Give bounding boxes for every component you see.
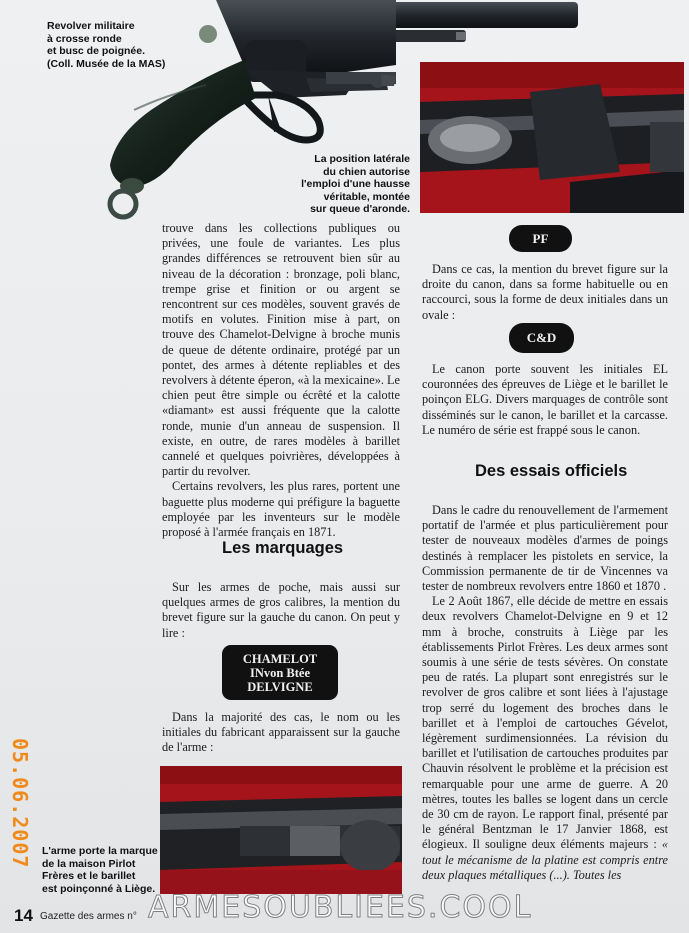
mark-line-2: INvon Btée [249, 665, 311, 680]
caption-revolver: Revolver militaire à crosse ronde et busc de poignée. (Coll. Musée de la MAS) [47, 20, 166, 70]
right-column-text-3 [422, 503, 668, 883]
right-paragraph-4-text: Le 2 Août 1867, elle décide de mettre en essais deux revolvers Chamelot-Delvigne en 9 et 12 mm à broche, construits à Liège par les établissements Pirlot Frères. Les deux armes sont soumis à une série de tests sévères. On constate peu de ratés. La plupart sont enregistrés sur le revolver de gros calibre et sont liées à l'ajustage trop serré du logement des broches dans le barillet et à l'emploi de cartouches Gévelot, légèrement surdimensionnées. La révision du barillet et l'utilisation de cartouches produites par Chauvin résolvent le problème et la précision est remarquable pour une arme de guerre. A 20 mètres, toutes les balles se logent dans un cercle de 30 cm de rayon. Le rapport final, présenté par le général Bentzman le 17 Janvier 1868, est élogieux. Il souligne deux éléments majeurs : [422, 594, 668, 852]
mark-line-1: CHAMELOT [242, 651, 318, 666]
right-paragraph-1: Dans ce cas, la mention du brevet figure sur la droite du canon, dans sa forme habituelle ou en raccourci, sous la forme de deux initiales dans un ovale : [422, 262, 668, 322]
left-paragraph-4: Dans la majorité des cas, le nom ou les initiales du fabricant apparaissent sur la gauche de l'arme : [162, 710, 400, 755]
right-column-text-2 [422, 362, 668, 438]
right-paragraph-4 [422, 594, 668, 883]
barrel-photo [160, 766, 402, 894]
date-stamp [6, 738, 34, 918]
caption-marque: L'arme porte la marque de la maison Pirlot Frères et le barillet est poinçonné à Liège. [42, 845, 158, 895]
right-paragraph-2: Le canon porte souvent les initiales EL couronnées des épreuves de Liège et le barillet le poinçon ELG. Divers marquages de contrôle sont disséminés sur le canon, le barillet et la carcasse. Le numéro de série est frappé sous le canon. [422, 362, 668, 437]
left-column-text [162, 221, 400, 540]
caption-chien: La position latérale du chien autorise l'emploi d'une hausse véritable, montée sur queue d'aronde. [301, 153, 410, 215]
right-paragraph-3: Dans le cadre du renouvellement de l'armement portatif de l'armée et plus particulièrement pour tester de nouveaux modèles d'armes de poings destinés à remplacer les pistolets en service, la Commission permanente de tir de Vincennes va tester de nombreux revolvers entre 1860 et 1870 . [422, 503, 668, 594]
publication-name: Gazette des armes n° [40, 911, 137, 922]
mark-pf: PF [509, 225, 572, 252]
date-stamp-text: 05.06.2007 [8, 738, 32, 869]
left-paragraph-1: trouve dans les collections publiques ou privées, une foule de variantes. Les plus grandes différences se retrouvent bien sûr au niveau de la décoration : bronzage, poli blanc, trempe grise et finition or ou argent se rencontrent sur ces modèles, souvent gravés de motifs en volutes. Finition mise à part, on trouve des Chamelot-Delvigne à broche munis de queue de détente ordinaire, protégé par un pontet, des armes à détente repliables et des revolvers à détente éperon, «à la mexicaine». Le chien peut être simple ou écrêté et la calotte «diamant» est aussi fréquente que la calotte ronde, munie d'un anneau de suspension. Il existe, en outre, de rares modèles à barillet cannelé et quelques poivrières, développées à partir du revolver. [162, 221, 400, 479]
page-number: 14 [14, 906, 33, 925]
left-column-marquages-text [162, 580, 400, 641]
heading-les-marquages: Les marquages [222, 539, 344, 557]
right-paragraph-4-quote: « tout le mécanisme de la platine est compris entre deux plaques métalliques (...). Toutes les [422, 837, 668, 882]
hammer-photo [420, 62, 684, 213]
left-column-fabricant-text [162, 710, 400, 756]
left-paragraph-3: Sur les armes de poche, mais aussi sur quelques armes de gros calibres, la mention du brevet figure sur la gauche du canon. On peut y lire : [162, 580, 400, 640]
mark-cd: C&D [509, 323, 574, 353]
mark-chamelot-delvigne [222, 645, 338, 700]
watermark: ARMESOUBLIEES.COOL [148, 890, 533, 925]
heading-des-essais-officiels: Des essais officiels [475, 462, 628, 480]
right-column-text-1 [422, 262, 668, 323]
mark-line-3: DELVIGNE [247, 679, 313, 694]
left-paragraph-2: Certains revolvers, les plus rares, portent une baguette plus moderne qui préfigure la baguette employée par les inventeurs sur le modèle proposé à l'armée français en 1871. [162, 479, 400, 540]
